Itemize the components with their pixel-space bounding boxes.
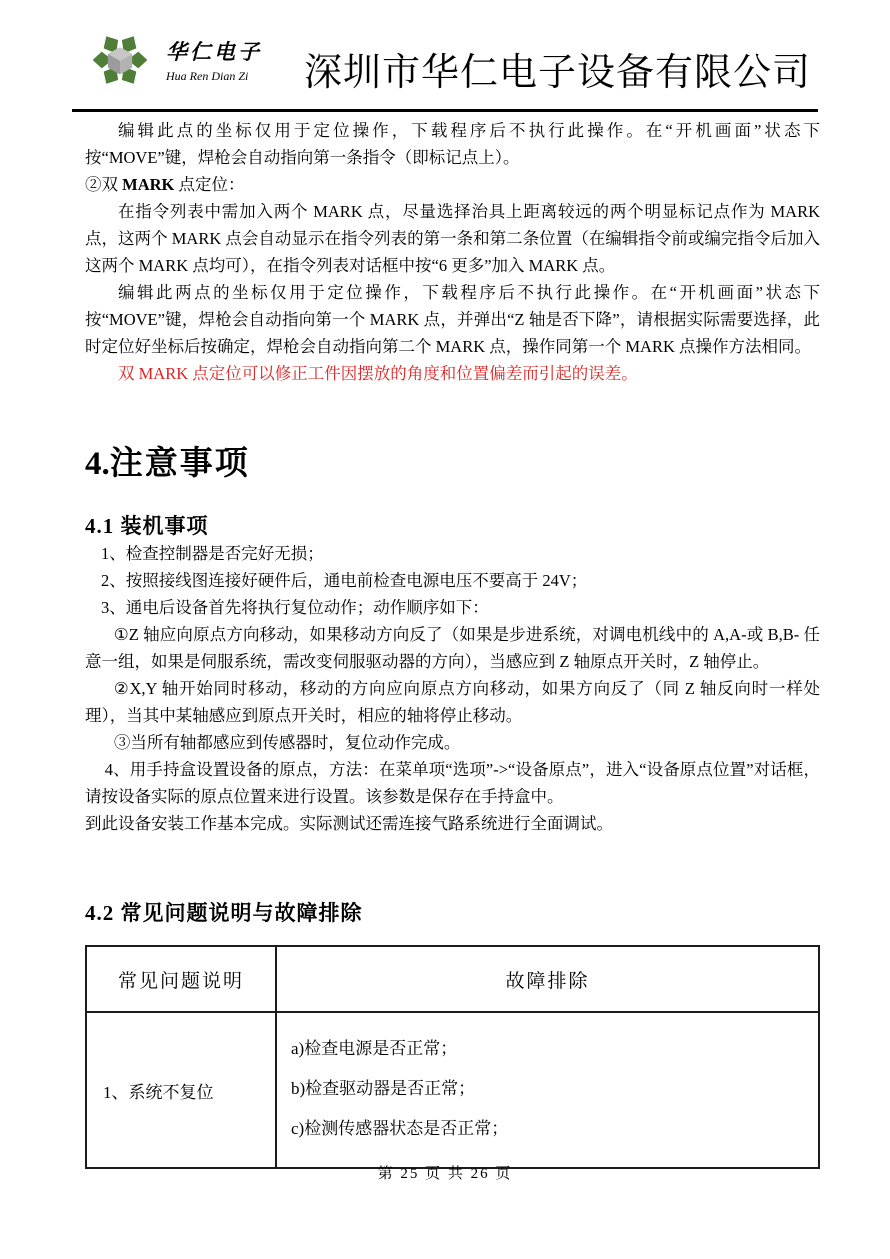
document-header — [72, 0, 818, 112]
section-4-title: 注意事项 — [109, 446, 250, 482]
table-row — [86, 1012, 819, 1168]
paragraph-mark-instructions: 在指令列表中需加入两个 MARK 点，尽量选择治具上距离较远的两个明显标记点作为 MARK 点，这两个 MARK 点会自动显示在指令列表的第一条和第二条位置（在编辑指令前或编完指令后加入这两个 MARK 点均可），在指令列表对话框中按“6 更多”加入 MARK 点。 — [85, 202, 820, 275]
column-header-solution: 故障排除 — [276, 946, 819, 1012]
document-body — [85, 112, 820, 1169]
paragraph-mark-edit: 编辑此两点的坐标仅用于定位操作，下载程序后不执行此操作。在“开机画面”状态下按“MOVE”键，焊枪会自动指向第一个 MARK 点，并弹出“Z 轴是否下降”，请根据实际需要选择，此时定位好坐标后按确定，焊枪会自动指向第二个 MARK 点，操作同第一个 MARK 点操作方法相同。 — [85, 283, 820, 356]
reset-step-2: ②X,Y 轴开始同时移动，移动的方向应向原点方向移动，如果方向反了（同 Z 轴反向时一样处理），当其中某轴感应到原点开关时，相应的轴将停止移动。 — [85, 679, 820, 725]
mark-def-keyword: MARK — [122, 175, 175, 194]
install-item-4: 4、用手持盒设置设备的原点，方法：在菜单项“选项”->“设备原点”，进入“设备原点位置”对话框，请按设备实际的原点位置来进行设置。该参数是保存在手持盒中。 — [85, 760, 820, 806]
brand-name-cn: 华仁电子 — [166, 39, 262, 64]
install-item-1: 1、检查控制器是否完好无损； — [101, 544, 324, 563]
brand-text — [166, 36, 262, 84]
problem-cell: 1、系统不复位 — [86, 1012, 276, 1168]
install-item-2: 2、按照接线图连接好硬件后，通电前检查电源电压不要高于 24V； — [101, 571, 588, 590]
solution-line-c: c)检测传感器状态是否正常； — [291, 1119, 509, 1138]
logo-cube-flower-icon — [82, 18, 158, 102]
section-4-2-heading: 4.2 常见问题说明与故障排除 — [85, 901, 363, 925]
solution-line-b: b)检查驱动器是否正常； — [291, 1079, 476, 1098]
paragraph-edit-point: 编辑此点的坐标仅用于定位操作，下载程序后不执行此操作。在“开机画面”状态下按“MOVE”键，焊枪会自动指向第一条指令（即标记点上）。 — [85, 121, 820, 167]
red-note-double-mark: 双 MARK 点定位可以修正工件因摆放的角度和位置偏差而引起的误差。 — [118, 364, 638, 383]
solutions-cell — [276, 1012, 819, 1168]
install-item-3: 3、通电后设备首先将执行复位动作；动作顺序如下： — [101, 598, 489, 617]
table-header-row — [86, 946, 819, 1012]
solution-line-a: a)检查电源是否正常； — [291, 1039, 458, 1058]
section-4-1-heading: 4.1 装机事项 — [85, 514, 209, 538]
section-4-heading — [85, 437, 820, 484]
mark-def-suffix: 点定位： — [174, 175, 245, 194]
paragraph-double-mark-title — [85, 171, 820, 198]
company-logo — [82, 18, 297, 102]
brand-name-pinyin: Hua Ren Dian Zi — [166, 68, 249, 83]
troubleshooting-table — [85, 945, 820, 1169]
page-number: 第 25 页 共 26 页 — [377, 1166, 513, 1182]
closing-paragraph: 到此设备安装工作基本完成。实际测试还需连接气路系统进行全面调试。 — [85, 814, 613, 833]
reset-step-3: ③当所有轴都感应到传感器时，复位动作完成。 — [113, 733, 461, 752]
section-4-number: 4. — [85, 446, 110, 482]
column-header-problem: 常见问题说明 — [86, 946, 276, 1012]
company-name-title: 深圳市华仁电子设备有限公司 — [303, 52, 811, 94]
reset-step-1: ①Z 轴应向原点方向移动，如果移动方向反了（如果是步进系统，对调电机线中的 A,A-或 B,B- 任意一组，如果是伺服系统，需改变伺服驱动器的方向），当感应到 Z 轴原点开关时，Z 轴停止。 — [85, 625, 820, 671]
mark-def-prefix: ②双 — [85, 175, 123, 194]
